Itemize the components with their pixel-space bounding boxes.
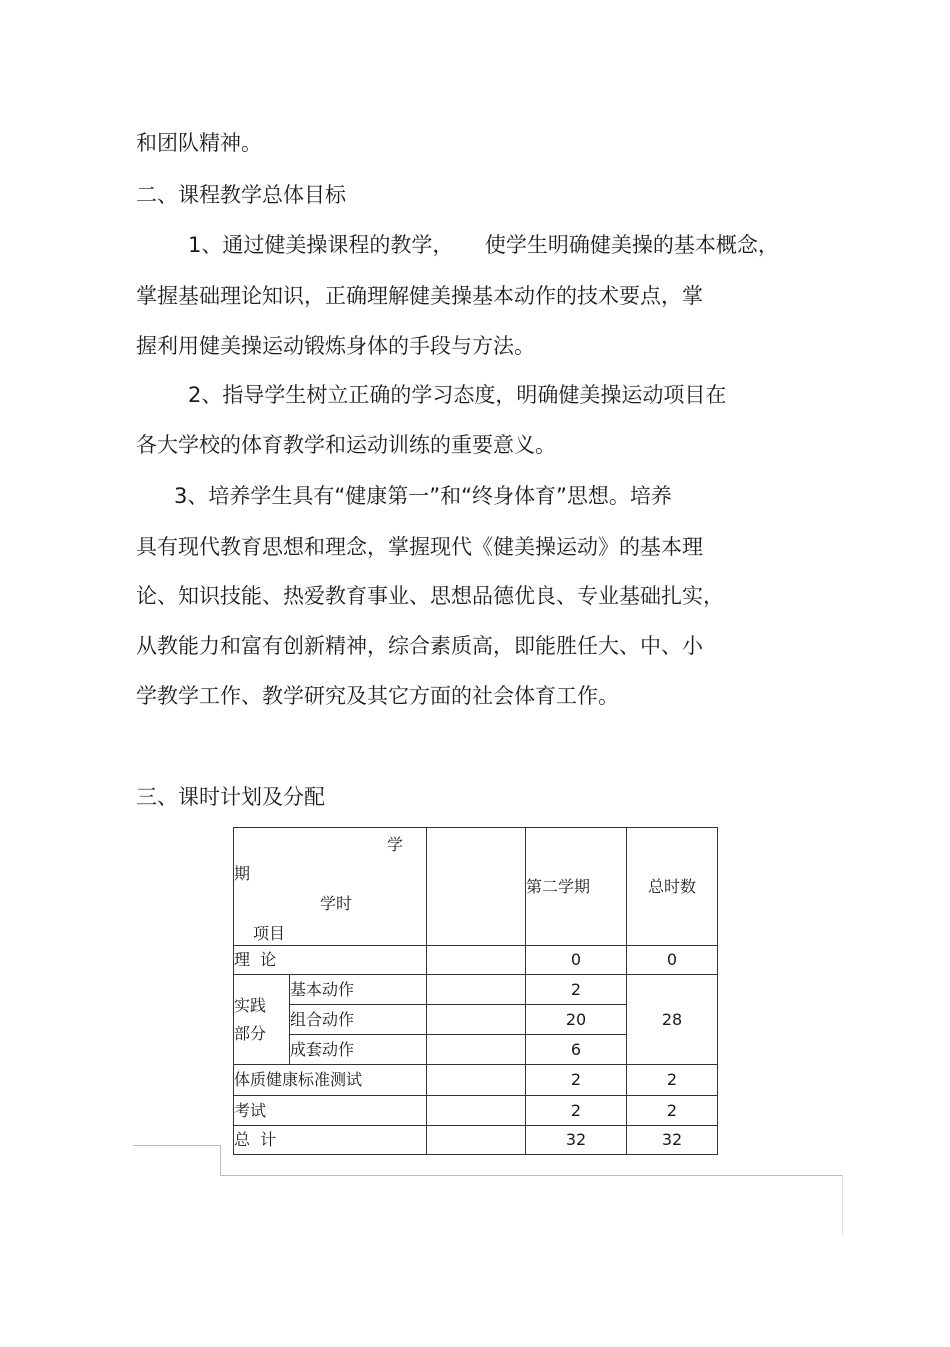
- row-label-basic: 基本动作: [290, 975, 427, 1005]
- header-second-term: 第二学期: [526, 828, 627, 946]
- row-label-fitness-test: 体质健康标准测试: [234, 1065, 427, 1096]
- paragraph-line: 1、通过健美操课程的教学， 使学生明确健美操的基本概念，: [188, 233, 779, 257]
- paragraph-line: 各大学校的体育教学和运动训练的重要意义。: [136, 433, 556, 457]
- header-qi: 期: [234, 864, 251, 883]
- paragraph-line: 2、指导学生树立正确的学习态度，明确健美操运动项目在: [188, 383, 727, 407]
- cell-theory-total: 0: [627, 946, 718, 975]
- paragraph-line: 论、知识技能、热爱教育事业、思想品德优良、专业基础扎实，: [136, 584, 724, 608]
- paragraph-line: 握利用健美操运动锻炼身体的手段与方法。: [136, 334, 535, 358]
- page-divider-line: [220, 1145, 221, 1175]
- row-label-theory: 理 论: [234, 946, 427, 975]
- cell-sum-total: 32: [627, 1126, 718, 1155]
- section-heading: 二、课程教学总体目标: [136, 183, 346, 207]
- cell-exam-total: 2: [627, 1096, 718, 1126]
- row-label-sum: 总 计: [234, 1126, 427, 1155]
- paragraph-line: 掌握基础理论知识，正确理解健美操基本动作的技术要点，掌: [136, 284, 703, 308]
- cell-combo-second: 20: [526, 1005, 627, 1035]
- empty-header-cell: [427, 828, 526, 946]
- cell-basic-second: 2: [526, 975, 627, 1005]
- page-divider-line: [842, 1175, 843, 1235]
- row-group-practice: 实践 部分: [234, 975, 290, 1065]
- cell-exam-second: 2: [526, 1096, 627, 1126]
- paragraph-line: 从教能力和富有创新精神，综合素质高，即能胜任大、中、小: [136, 634, 703, 658]
- paragraph-line: 3、培养学生具有“健康第一”和“终身体育”思想。培养: [174, 484, 672, 508]
- row-label-combo: 组合动作: [290, 1005, 427, 1035]
- row-label-exam: 考试: [234, 1096, 427, 1126]
- page-divider-line: [220, 1175, 842, 1176]
- cell-routine-second: 6: [526, 1035, 627, 1065]
- header-xueshi: 学时: [320, 894, 353, 913]
- cell-fitness-total: 2: [627, 1065, 718, 1096]
- cell-sum-second: 32: [526, 1126, 627, 1155]
- diagonal-header-cell: [234, 828, 427, 946]
- section-heading: 三、课时计划及分配: [136, 785, 325, 809]
- paragraph-line: 具有现代教育思想和理念，掌握现代《健美操运动》的基本理: [136, 535, 703, 559]
- cell-practice-total: 28: [627, 975, 718, 1065]
- header-total-hours: 总时数: [627, 828, 718, 946]
- cell-theory-second: 0: [526, 946, 627, 975]
- header-xiangmu: 项目: [253, 924, 286, 943]
- hours-allocation-table: [233, 827, 718, 1155]
- header-xue: 学: [387, 835, 404, 854]
- paragraph-line: 和团队精神。: [136, 131, 262, 155]
- cell-fitness-second: 2: [526, 1065, 627, 1096]
- page-divider-line: [133, 1145, 220, 1146]
- paragraph-line: 学教学工作、教学研究及其它方面的社会体育工作。: [136, 684, 619, 708]
- row-label-routine: 成套动作: [290, 1035, 427, 1065]
